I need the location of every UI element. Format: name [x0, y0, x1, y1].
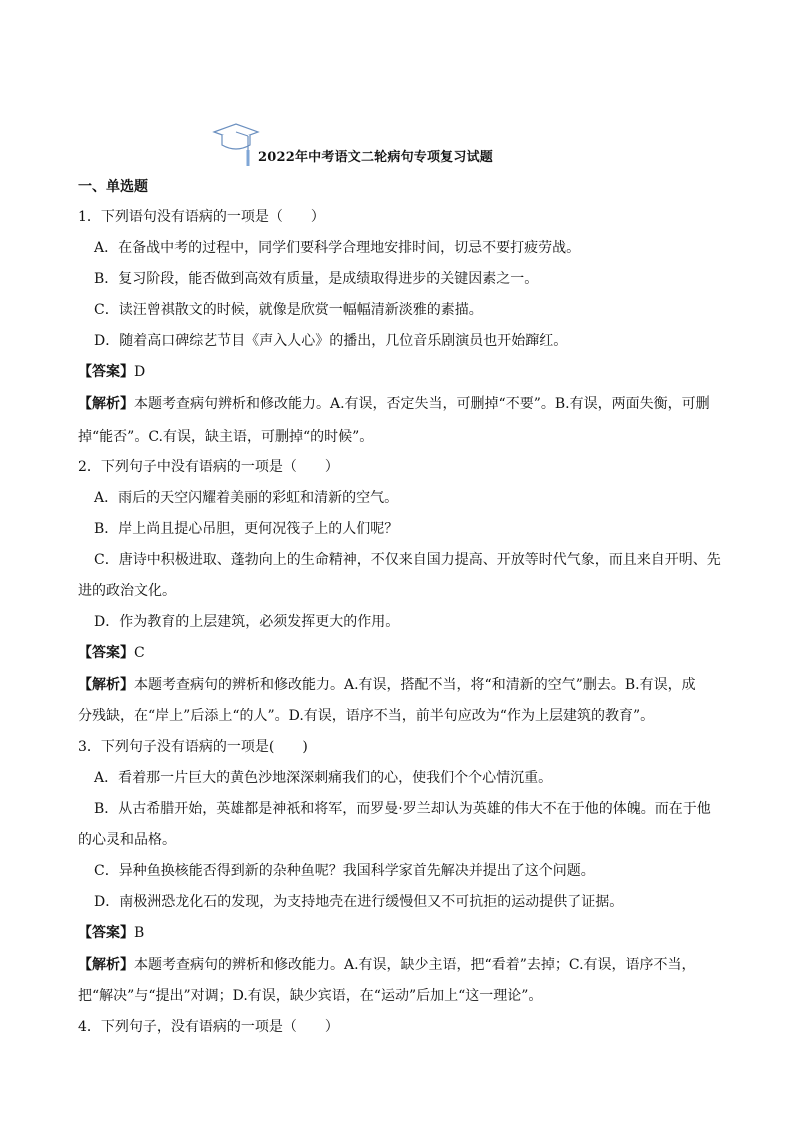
answer-value: B [134, 925, 145, 941]
question-3-stem: 3．下列句子没有语病的一项是( ) [78, 739, 308, 755]
question-2-option-d: D．作为教育的上层建筑，必须发挥更大的作用。 [94, 614, 400, 630]
question-1-option-a: A．在备战中考的过程中，同学们要科学合理地安排时间，切忌不要打疲劳战。 [94, 240, 581, 256]
question-2-stem: 2．下列句子中没有语病的一项是（ ） [78, 459, 339, 475]
answer-value: C [134, 645, 145, 661]
question-1-analysis-cont: 掉“能否”。C.有误，缺主语，可删掉“的时候”。 [78, 429, 374, 445]
answer-label: 【答案】 [78, 645, 134, 661]
answer-label: 【答案】 [78, 925, 134, 941]
question-3-option-d: D．南极洲恐龙化石的发现，为支持地壳在进行缓慢但又不可抗拒的运动提供了证据。 [94, 894, 624, 910]
question-2-option-c-cont: 进的政治文化。 [78, 583, 176, 599]
answer-label: 【答案】 [78, 364, 134, 380]
question-3-option-c: C．异种鱼换核能否得到新的杂种鱼呢？我国科学家首先解决并提出了这个问题。 [94, 863, 595, 879]
question-3-analysis [78, 956, 696, 974]
analysis-text: 本题考查病句的辨析和修改能力。A.有误，缺少主语，把“看着”去掉；C.有误，语序不当， [134, 957, 696, 973]
question-3-answer [78, 924, 144, 942]
question-1-option-c: C．读汪曾祺散文的时候，就像是欣赏一幅幅清新淡雅的素描。 [94, 302, 483, 318]
question-3-option-a: A．看着那一片巨大的黄色沙地深深刺痛我们的心，使我们个个心情沉重。 [94, 770, 553, 786]
question-1-stem: 1．下列语句没有语病的一项是（ ） [78, 209, 325, 225]
question-2-analysis [78, 676, 696, 694]
analysis-text: 本题考查病句的辨析和修改能力。A.有误，搭配不当，将“和清新的空气”删去。B.有误，成 [134, 677, 696, 693]
question-1-answer [78, 363, 145, 381]
question-3-option-b-cont: 的心灵和品格。 [78, 832, 176, 848]
question-2-answer [78, 644, 145, 662]
graduation-cap-icon [212, 120, 260, 170]
question-2-option-a: A．雨后的天空闪耀着美丽的彩虹和清新的空气。 [94, 490, 399, 506]
analysis-label: 【解析】 [78, 677, 134, 693]
page-title: 2022年中考语文二轮病句专项复习试题 [258, 150, 493, 165]
question-4-stem: 4．下列句子，没有语病的一项是（ ） [78, 1019, 339, 1035]
analysis-text: 本题考查病句辨析和修改能力。A.有误，否定失当，可删掉“不要”。B.有误，两面失衡，可删 [134, 396, 710, 412]
question-2-analysis-cont: 分残缺，在“岸上”后添上“的人”。D.有误，语序不当，前半句应改为“作为上层建筑的教育”。 [78, 708, 655, 724]
section-heading: 一、单选题 [78, 179, 148, 195]
analysis-label: 【解析】 [78, 396, 134, 412]
question-3-analysis-cont: 把“解决”与“提出”对调；D.有误，缺少宾语，在“运动”后加上“这一理论”。 [78, 988, 543, 1004]
question-2-option-c: C．唐诗中积极进取、蓬勃向上的生命精神，不仅来自国力提高、开放等时代气象，而且来自开明、先 [94, 552, 721, 568]
question-3-option-b: B．从古希腊开始，英雄都是神祇和将军，而罗曼·罗兰却认为英雄的伟大不在于他的体魄。而在于他 [94, 801, 711, 817]
answer-value: D [134, 364, 146, 380]
question-1-analysis [78, 395, 710, 413]
question-2-option-b: B．岸上尚且提心吊胆，更何况筏子上的人们呢？ [94, 521, 399, 537]
question-1-option-d: D．随着高口碑综艺节目《声入人心》的播出，几位音乐剧演员也开始蹿红。 [94, 333, 568, 349]
analysis-label: 【解析】 [78, 957, 134, 973]
question-1-option-b: B．复习阶段，能否做到高效有质量，是成绩取得进步的关键因素之一。 [94, 271, 539, 287]
